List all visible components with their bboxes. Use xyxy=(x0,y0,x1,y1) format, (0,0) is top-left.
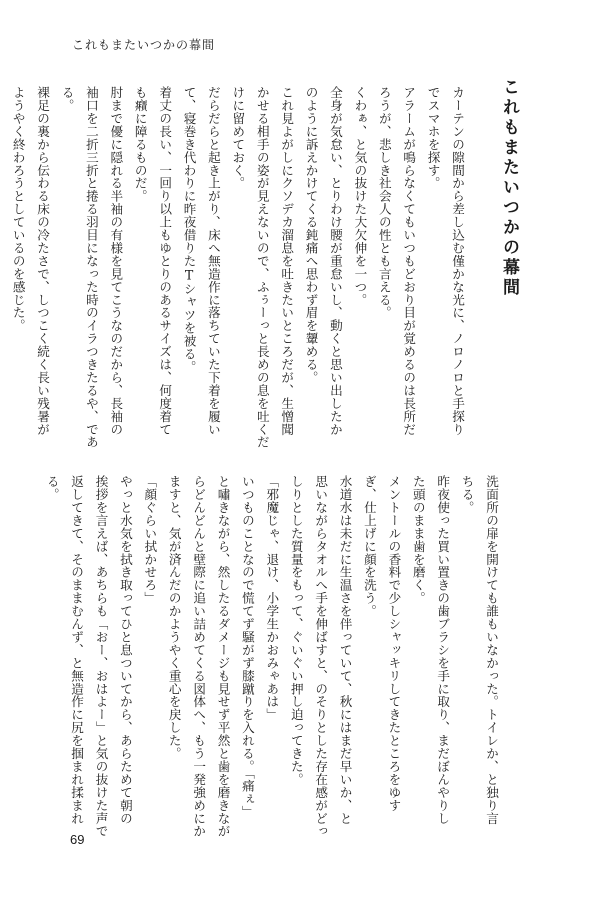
text-line: 水道水は未だに生温さを伴っていて、秋にはまだ早いか、と xyxy=(337,475,353,825)
text-line: けに留めておく。 xyxy=(230,86,246,190)
upper-text-block xyxy=(5,86,469,449)
text-line: 挨拶を言えば、あちらも「おー、おはよー」と気の抜けた声で xyxy=(93,475,109,838)
text-line: しりとした質量をもって、ぐいぐい押し迫ってきた。 xyxy=(288,475,304,786)
page-number: 69 xyxy=(70,832,85,847)
text-line: 「邪魔じゃ、退け、小学生かおみゃあは」 xyxy=(264,475,280,722)
text-line: でスマホを探す。 xyxy=(425,86,441,190)
text-line: 袖口を二折三折と捲る羽目になった時のイラつきたるや、であ xyxy=(83,86,99,449)
text-line: 裸足の裏から伝わる床の冷たさで、しつこく続く長い残暑が xyxy=(35,86,51,436)
text-line: だらだらと起き上がり、床へ無造作に落ちていた下着を履い xyxy=(205,86,221,436)
text-line: 「顔ぐらい拭かせろ」 xyxy=(142,475,158,605)
text-line: ようやく終わろうとしているのを感じた。 xyxy=(10,86,26,333)
text-line: やっと水気を拭き取ってひと息ついてから、あらためて朝の xyxy=(117,475,133,825)
text-line: ますと、気が済んだのかようやく重心を戻した。 xyxy=(166,475,182,760)
text-line: いつものことなので慌てず騒がず膝蹴りを入れる。「痛ぇ」 xyxy=(239,475,255,819)
text-line: る。 xyxy=(59,86,75,112)
text-line: ぎ、仕上げに顔を洗う。 xyxy=(361,475,377,618)
text-line: と嘯きながら、然したるダメージも見せず平然と歯を磨きなが xyxy=(215,475,231,838)
lower-text-block xyxy=(39,475,503,838)
text-line: これ見よがしにクソデカ溜息を吐きたいところだが、生憎聞 xyxy=(279,86,295,436)
text-line: て、寝巻き代わりに昨夜借りたTシャツを被る。 xyxy=(181,86,197,374)
text-line: 返してきて、そのままむんず、と無造作に尻を掴まれ揉まれ xyxy=(69,475,85,825)
chapter-title: これもまたいつかの幕間 xyxy=(499,78,519,298)
text-line: た頭のまま歯を磨く。 xyxy=(410,475,426,605)
text-line: 肘まで優に隠れる半袖の有様を見てこうなのだから、長袖の xyxy=(108,86,124,436)
text-line: らどんどんと壁際に追い詰めてくる図体へ、もう一発強めにか xyxy=(191,475,207,838)
text-line: 思いながらタオルへ手を伸ばすと、のそりとした存在感がどっ xyxy=(313,475,329,838)
text-line: 昨夜使った買い置きの歯ブラシを手に取り、まだぼんやりし xyxy=(435,475,451,825)
text-line: ろうが、悲しき社会人の性とも言える。 xyxy=(376,86,392,320)
text-line: る。 xyxy=(44,475,60,501)
text-line: くわぁ、と気の抜けた大欠伸を一つ。 xyxy=(352,86,368,307)
text-line: 着丈の長い、一回り以上もゆとりのあるサイズは、何度着て xyxy=(157,86,173,436)
text-line: 全身が気怠い、とりわけ腰が重怠いし、動くと思い出したか xyxy=(327,86,343,436)
text-line: アラームが鳴らなくてもいつもどおり目が覚めるのは長所だ xyxy=(401,86,417,436)
text-line: 洗面所の扉を開けても誰もいなかった。トイレか、と独り言 xyxy=(484,475,499,825)
text-line: のように訴えかけてくる鈍痛へ思わず眉を顰める。 xyxy=(303,86,319,384)
text-line: メントールの香料で少しシャッキリしてきたところをゆす xyxy=(386,475,402,812)
text-line: かせる相手の姿が見えないので、ふぅーっと長めの息を吐くだ xyxy=(254,86,270,449)
text-line: カーテンの隙間から差し込む僅かな光に、ノロノロと手探り xyxy=(450,86,465,436)
text-line: も癪に障るものだ。 xyxy=(132,86,148,203)
running-head: これもまたいつかの幕間 xyxy=(72,38,216,52)
text-line: ちる。 xyxy=(459,475,475,514)
